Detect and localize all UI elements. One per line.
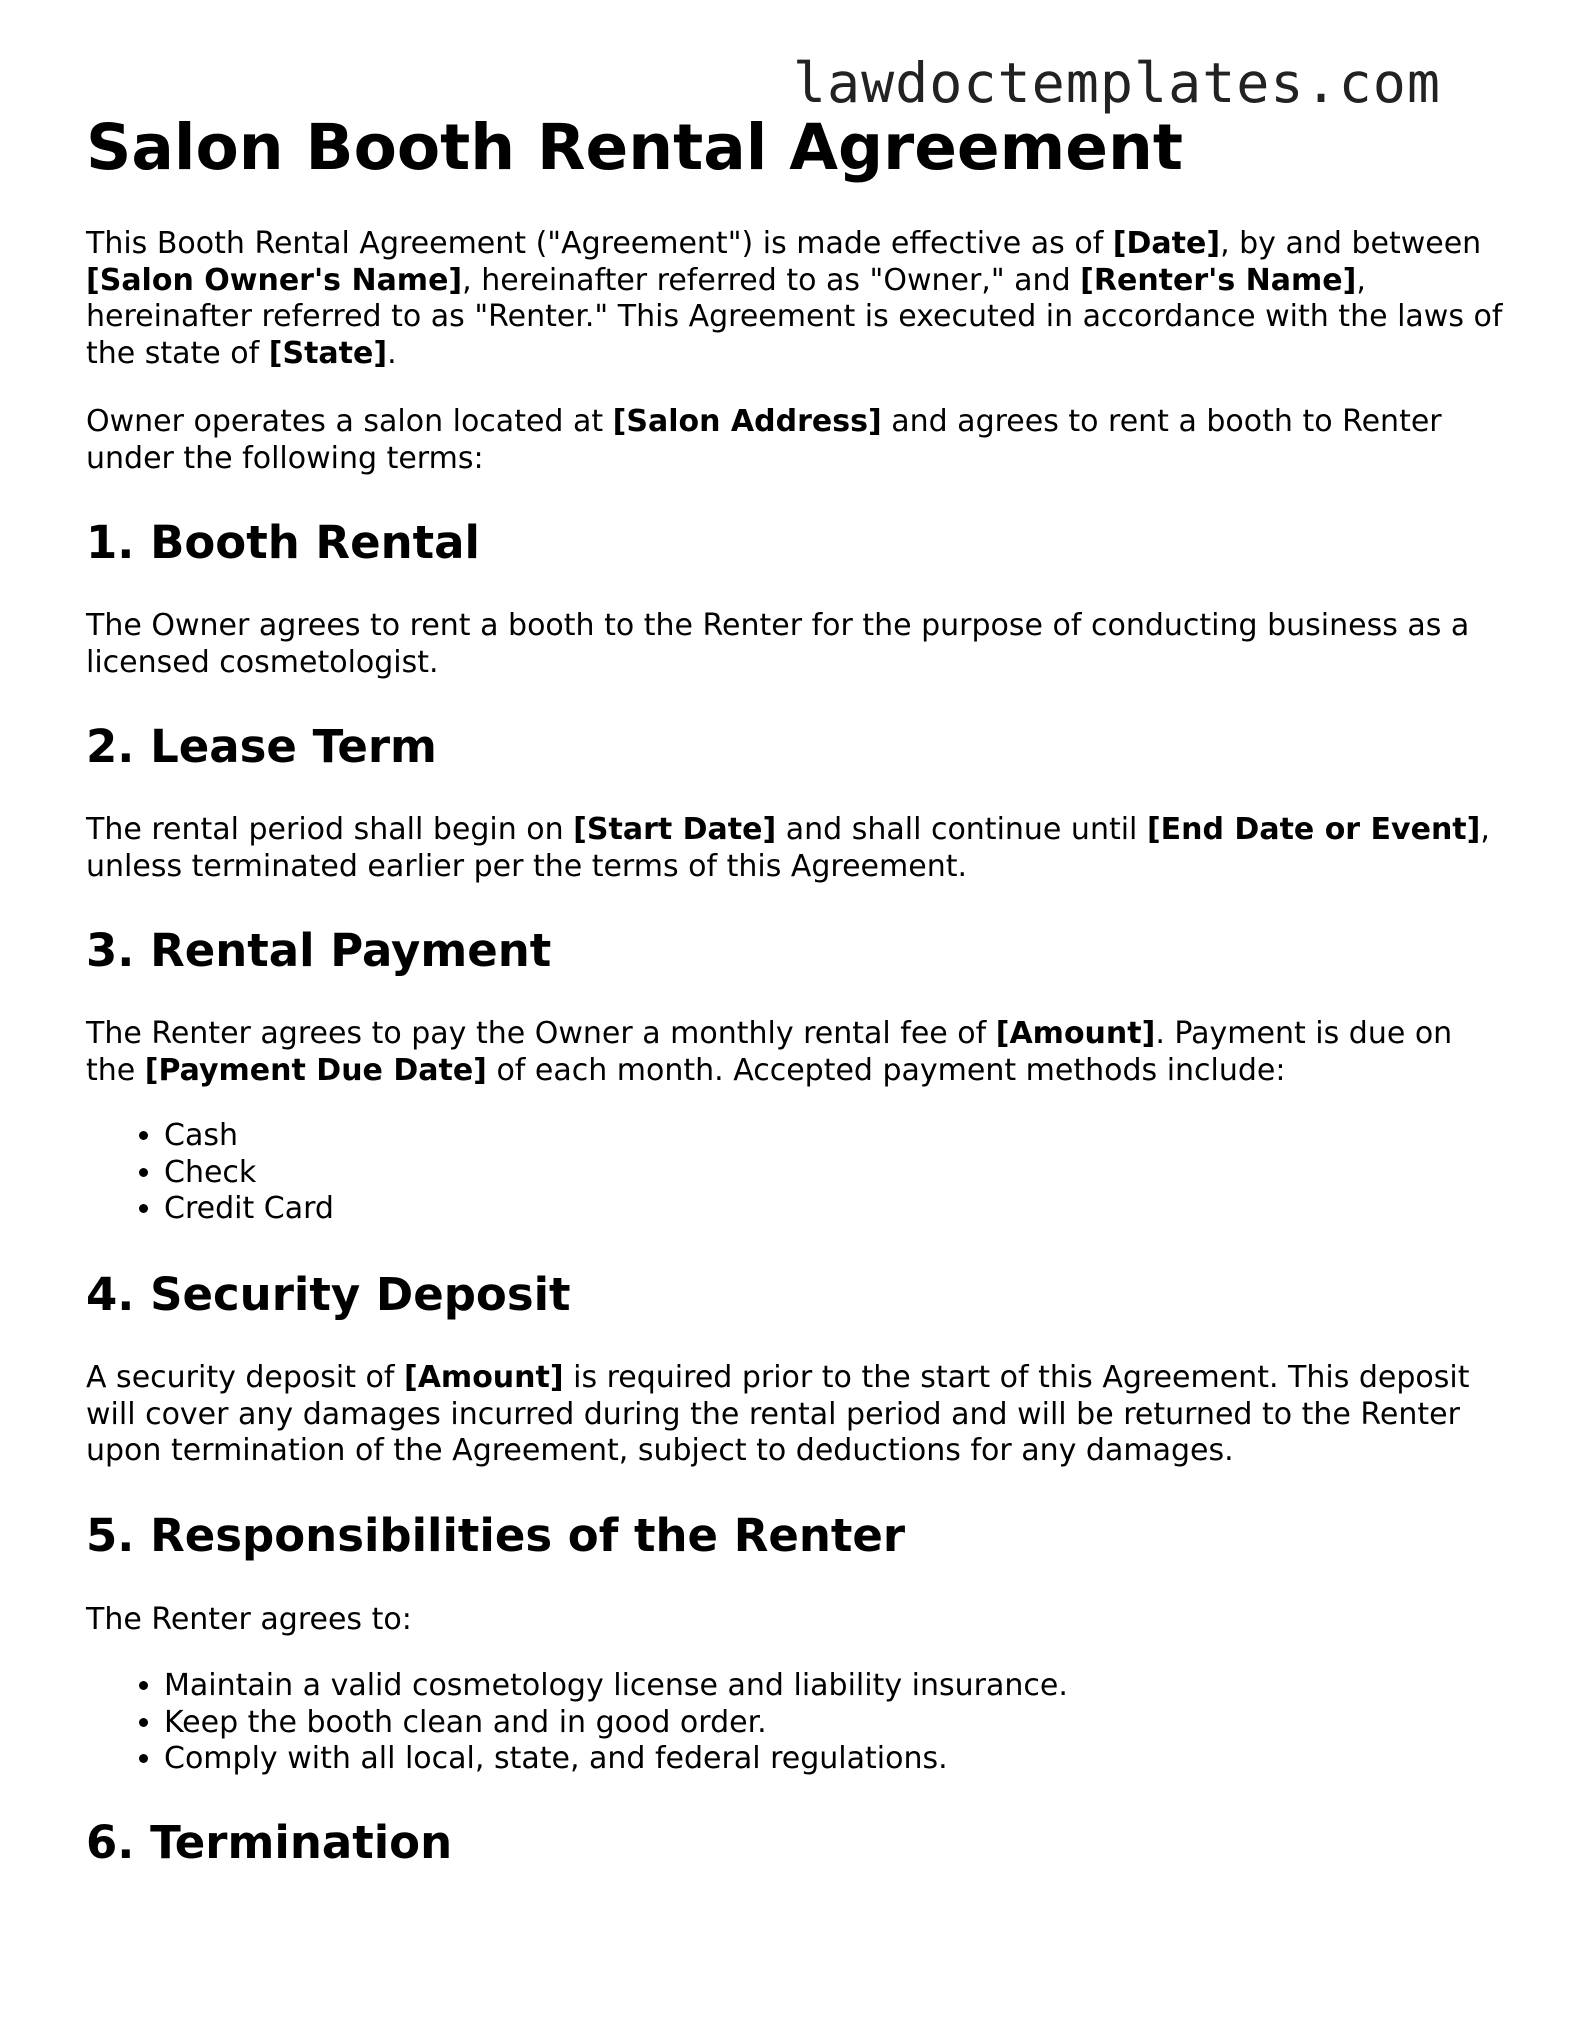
salon-address-placeholder: [Salon Address]: [612, 404, 882, 439]
section-booth-rental-body: The Owner agrees to rent a booth to the Renter for the purpose of conducting business as a licensed cosmetologist.: [86, 608, 1470, 680]
section-renter-responsibilities: [86, 1509, 1506, 1563]
list-item: • Maintain a valid cosmetology license and liability insurance.: [164, 1668, 1506, 1705]
deposit-amount-placeholder: [Amount]: [404, 1360, 564, 1395]
section-termination: [86, 1816, 1506, 1870]
section-rental-payment: [86, 924, 1506, 978]
intro-paragraph: This Booth Rental Agreement ("Agreement") is made effective as of [Date], by and between [Salon Owner's Name], hereinafter referred to as "Owner," and [Renter's Name], hereinafter referred to as "Renter." This Agreement is executed in accordance with the laws of the state of [State].: [86, 226, 1503, 371]
payment-methods-list: [86, 1118, 1506, 1228]
section-booth-rental: [86, 516, 1506, 570]
list-item: • Keep the booth clean and in good order.: [164, 1705, 1506, 1742]
section-renter-responsibilities-body: The Renter agrees to:: [86, 1602, 412, 1637]
renter-name-placeholder: [Renter's Name]: [1080, 262, 1357, 298]
section-heading: 1. Booth Rental: [86, 516, 480, 569]
site-watermark: lawdoctemplates.com: [792, 51, 1441, 115]
responsibilities-list: [86, 1668, 1506, 1778]
state-placeholder: [State]: [268, 335, 388, 371]
section-lease-term: [86, 720, 1506, 774]
payment-due-date-placeholder: [Payment Due Date]: [144, 1052, 487, 1088]
section-heading: 3. Rental Payment: [86, 924, 552, 977]
date-placeholder: [Date]: [1112, 226, 1221, 261]
section-security-deposit: [86, 1268, 1506, 1322]
intro-paragraph-2: Owner operates a salon located at [Salon Address] and agrees to rent a booth to Renter under the following terms:: [86, 404, 1442, 476]
owner-name-placeholder: [Salon Owner's Name]: [86, 262, 463, 298]
list-item: • Credit Card: [164, 1191, 1506, 1228]
section-heading: 5. Responsibilities of the Renter: [86, 1509, 906, 1562]
section-heading: 2. Lease Term: [86, 720, 437, 773]
list-item: • Cash: [164, 1118, 1506, 1155]
list-item: • Comply with all local, state, and federal regulations.: [164, 1741, 1506, 1778]
end-date-placeholder: [End Date or Event]: [1146, 812, 1481, 847]
page-title: Salon Booth Rental Agreement: [86, 111, 1183, 184]
section-rental-payment-body: The Renter agrees to pay the Owner a monthly rental fee of [Amount]. Payment is due on the [Payment Due Date] of each month. Accepted payment methods include:: [86, 1016, 1453, 1088]
section-heading: 6. Termination: [86, 1816, 453, 1869]
start-date-placeholder: [Start Date]: [573, 812, 777, 847]
section-heading: 4. Security Deposit: [86, 1268, 571, 1321]
list-item: • Check: [164, 1155, 1506, 1192]
section-lease-term-body: The rental period shall begin on [Start Date] and shall continue until [End Date or Event], unless terminated earlier per the terms of this Agreement.: [86, 812, 1490, 884]
rent-amount-placeholder: [Amount]: [995, 1016, 1156, 1051]
section-security-deposit-body: A security deposit of [Amount] is required prior to the start of this Agreement. This deposit will cover any damages incurred during the rental period and will be returned to the Renter upon termination of the Agreement, subject to deductions for any damages.: [86, 1360, 1470, 1468]
